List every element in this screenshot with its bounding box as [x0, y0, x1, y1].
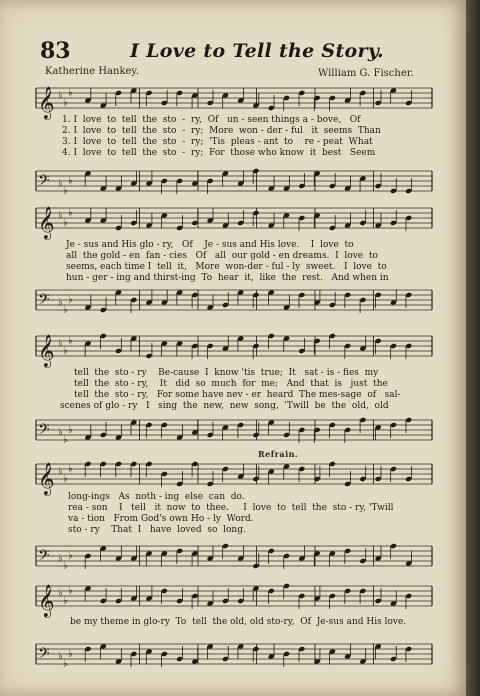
- flat-icon: ♭: [68, 207, 73, 219]
- lyric-line: all the gold - en fan - cies Of all our gold - en dreams. I love to: [66, 251, 378, 261]
- treble-clef-icon: 𝄞: [38, 584, 55, 617]
- hymn-number: 83: [40, 38, 71, 64]
- flat-icon: ♭: [58, 338, 63, 349]
- treble-staff-5: [0, 578, 466, 618]
- treble-clef-icon: 𝄞: [38, 334, 55, 367]
- flat-icon: ♭: [68, 335, 73, 347]
- composer: William G. Fischer.: [318, 68, 414, 79]
- flat-icon: ♭: [58, 466, 63, 477]
- lyrics-system-1: [0, 115, 466, 171]
- refrain-label: Refrain.: [258, 449, 299, 459]
- lyric-line: be my theme in glo-ry To tell the old, old sto-ry, Of Je-sus and His love.: [70, 617, 407, 627]
- flat-icon: ♭: [68, 424, 73, 436]
- flat-icon: ♭: [68, 550, 73, 562]
- treble-staff-2: [0, 200, 466, 240]
- flat-icon: ♭: [68, 585, 73, 597]
- flat-icon: ♭: [63, 345, 68, 357]
- treble-staff-1: [0, 80, 466, 120]
- treble-clef-icon: 𝄞: [38, 462, 55, 495]
- lyric-line: scenes of glo - ry I sing the new, new song, 'Twill be the old, old: [60, 401, 389, 411]
- bass-clef-icon: 𝄢: [38, 421, 50, 442]
- lyrics-system-4: [0, 492, 466, 548]
- lyrics-system-3: [0, 368, 466, 424]
- lyric-line: Je - sus and His glo - ry, Of Je - sus and His love. I love to: [66, 240, 354, 250]
- flat-icon: ♭: [68, 463, 73, 475]
- flat-icon: ♭: [63, 658, 68, 670]
- lyric-line: va - tion From God's own Ho - ly Word.: [68, 514, 254, 524]
- flat-icon: ♭: [63, 304, 68, 316]
- lyric-line: tell the sto - ry Be-cause I know 'tis true; It sat - is - fies my: [74, 368, 379, 378]
- lyric-line: tell the sto - ry, It did so much for me; And that is just the: [74, 379, 388, 389]
- flat-icon: ♭: [63, 217, 68, 229]
- flat-icon: ♭: [58, 553, 63, 564]
- lyrics-system-5: [0, 617, 466, 639]
- lyric-line: 4. I love to tell the sto - ry; For those who know it best Seem: [62, 148, 376, 158]
- flat-icon: ♭: [68, 87, 73, 99]
- treble-staff-3: [0, 328, 466, 368]
- bass-clef-icon: 𝄢: [38, 547, 50, 568]
- flat-icon: ♭: [68, 648, 73, 660]
- lyric-line: long-ings As noth - ing else can do.: [68, 492, 245, 502]
- flat-icon: ♭: [58, 210, 63, 221]
- lyric-line: rea - son I tell it now to thee. I love to tell the sto - ry, 'Twill: [68, 503, 394, 513]
- flat-icon: ♭: [63, 185, 68, 197]
- flat-icon: ♭: [63, 560, 68, 572]
- lyric-line: sto - ry That I have loved so long.: [68, 525, 246, 535]
- flat-icon: ♭: [63, 434, 68, 446]
- bass-staff-5: [0, 636, 466, 676]
- lyric-line: 2. I love to tell the sto - ry; More won - der - ful it seems Than: [62, 126, 381, 136]
- lyric-line: 3. I love to tell the sto - ry; 'Tis pleas - ant to re - peat What: [62, 137, 373, 147]
- lyric-line: tell the sto - ry, For some have nev - er heard The mes-sage of sal-: [74, 390, 401, 400]
- hymn-title: I Love to Tell the Story.: [130, 40, 384, 62]
- bass-clef-icon: 𝄢: [38, 172, 50, 193]
- lyricist: Katherine Hankey.: [45, 66, 139, 77]
- treble-staff-4: [0, 456, 466, 496]
- bass-clef-icon: 𝄢: [38, 291, 50, 312]
- lyric-line: 1. I love to tell the sto - ry, Of un - seen things a - bove, Of: [62, 115, 361, 125]
- bass-clef-icon: 𝄢: [38, 645, 50, 666]
- lyric-line: hun - ger - ing and thirst-ing To hear it, like the rest. And when in: [66, 273, 389, 283]
- flat-icon: ♭: [63, 473, 68, 485]
- book-edge: [466, 0, 480, 696]
- flat-icon: ♭: [63, 595, 68, 607]
- flat-icon: ♭: [58, 297, 63, 308]
- lyrics-system-2: [0, 240, 466, 296]
- flat-icon: ♭: [63, 97, 68, 109]
- flat-icon: ♭: [58, 588, 63, 599]
- treble-clef-icon: 𝄞: [38, 86, 55, 119]
- flat-icon: ♭: [58, 427, 63, 438]
- treble-clef-icon: 𝄞: [38, 206, 55, 239]
- flat-icon: ♭: [58, 651, 63, 662]
- flat-icon: ♭: [68, 175, 73, 187]
- flat-icon: ♭: [58, 178, 63, 189]
- lyric-line: seems, each time I tell it, More won-der - ful - ly sweet. I love to: [66, 262, 387, 272]
- flat-icon: ♭: [58, 90, 63, 101]
- flat-icon: ♭: [68, 294, 73, 306]
